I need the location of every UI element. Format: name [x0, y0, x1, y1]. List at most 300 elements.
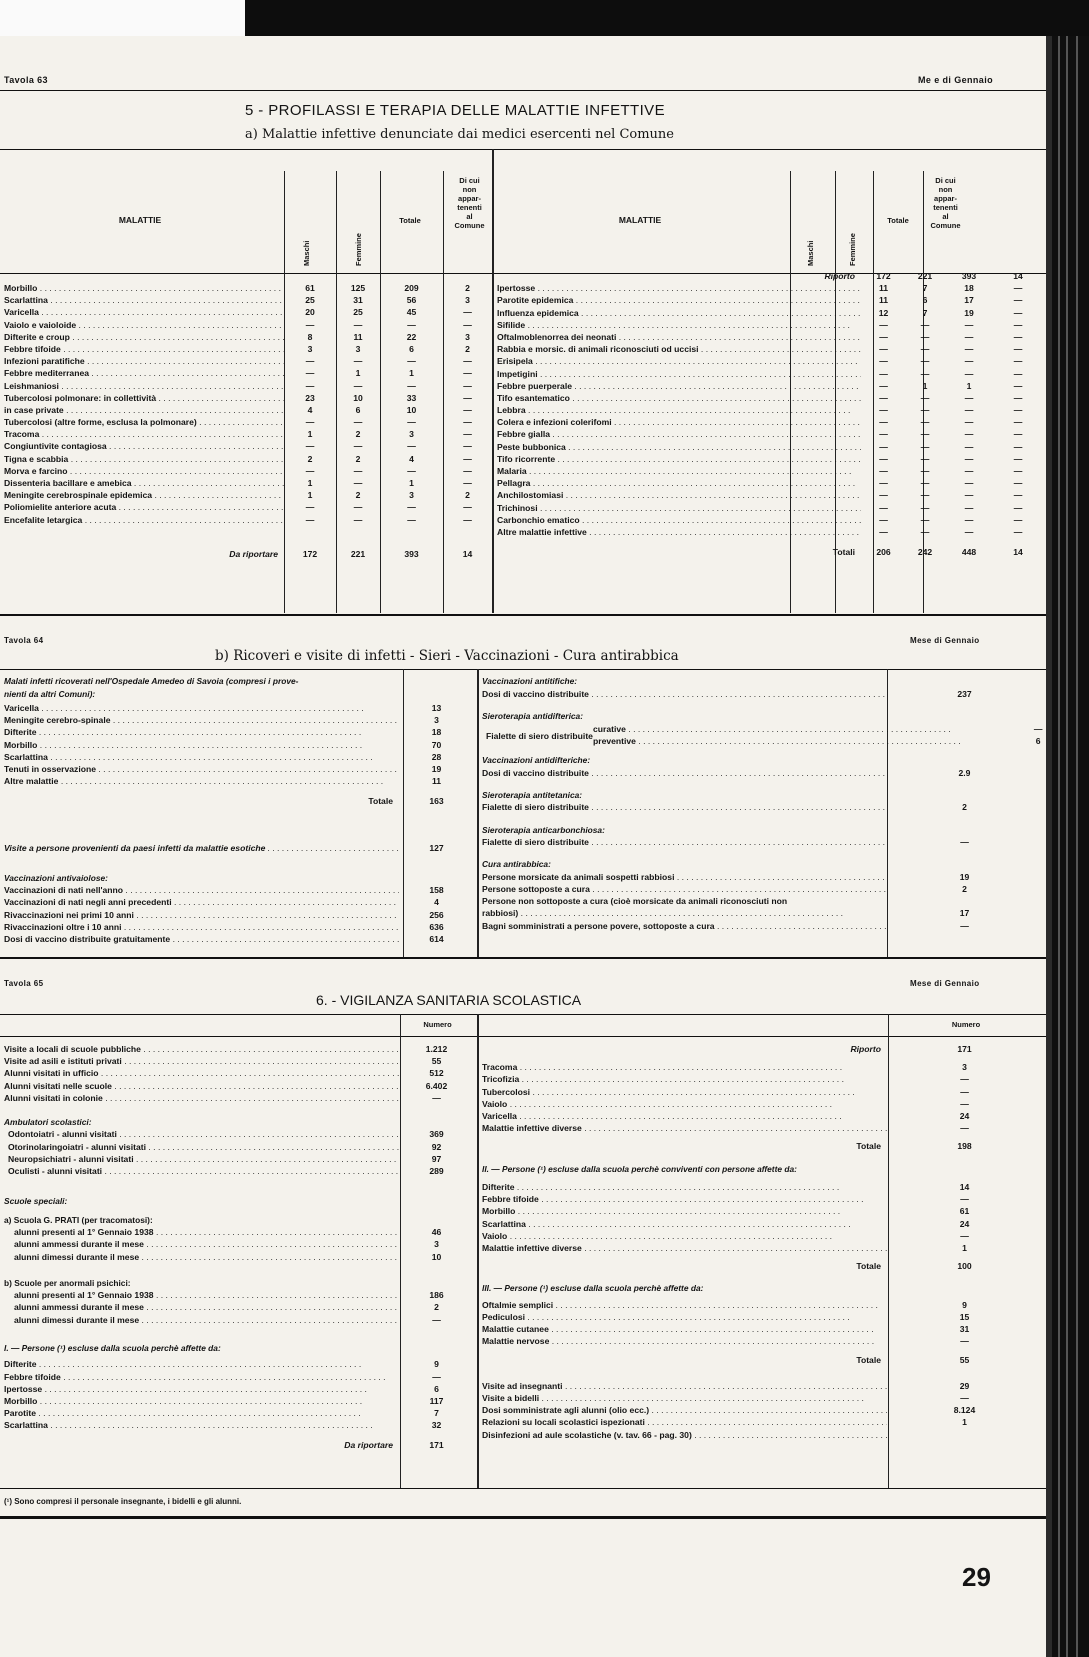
cell-f: — — [353, 356, 363, 367]
table-row — [482, 1231, 1042, 1243]
cell-m: — — [305, 368, 315, 379]
cell-value: 10 — [431, 1251, 442, 1262]
cell-f: 6 — [922, 295, 928, 306]
cell-n: — — [1013, 502, 1023, 513]
cell-value: 186 — [429, 1290, 444, 1301]
cell-f: — — [920, 319, 930, 330]
cell-m: — — [305, 465, 315, 476]
row-label: Anchilostomiasi . . . — [497, 490, 861, 500]
table-row — [482, 872, 1042, 884]
table-row — [4, 1396, 474, 1408]
cell-value: — — [432, 1092, 441, 1103]
fialette-group — [482, 723, 1042, 749]
row-label: Scarlattina . . . — [4, 295, 284, 305]
table-5a-right — [497, 271, 1042, 559]
table-row — [497, 344, 1042, 356]
table-row — [497, 527, 1042, 539]
row-label: Altre malattie infettive . . . — [497, 527, 861, 537]
cell-n: — — [1013, 466, 1023, 476]
row-label: Rabbia e morsic. di animali riconosciuti od uccisi . . . — [497, 344, 861, 354]
cell-value: — — [960, 1194, 969, 1205]
cell-n: — — [1013, 429, 1023, 440]
cell-f: — — [920, 356, 930, 367]
cell-t: — — [407, 319, 416, 330]
cell-f: — — [920, 514, 930, 525]
riporto-row — [482, 1044, 1042, 1056]
table-row — [4, 922, 474, 934]
table-row — [497, 283, 1042, 295]
cell-value: 3 — [434, 715, 439, 726]
cell-f: 1 — [922, 380, 928, 391]
cell-m: — — [879, 331, 888, 342]
row-label: Visite ad asili e istituti privati . . . — [4, 1056, 399, 1066]
cell-f: 242 — [917, 547, 933, 558]
table-row — [4, 1056, 474, 1068]
cell-f: — — [353, 465, 363, 476]
total-row — [482, 1355, 1042, 1367]
cell-t: 1 — [966, 380, 972, 391]
cell-n: — — [463, 502, 472, 513]
row-label: Visite a locali di scuole pubbliche . . . — [4, 1044, 399, 1054]
row-label: curative . . . — [593, 724, 961, 734]
cell-f: — — [920, 368, 930, 379]
cell-n: — — [1013, 344, 1023, 355]
cell-m: — — [879, 417, 888, 428]
row-label: Tenuti in osservazione . . . — [4, 764, 399, 774]
table-row — [4, 727, 474, 739]
table-row — [4, 441, 492, 453]
table-row — [4, 1044, 474, 1056]
col-header-femmine-right: Femmine — [848, 233, 857, 266]
table-row — [593, 736, 1089, 748]
tavola-63-month: Me e di Gennaio — [918, 75, 994, 85]
cell-value: 31 — [959, 1324, 970, 1335]
row-label: Alunni visitati in colonie . . . — [4, 1093, 399, 1103]
cell-m: 1 — [307, 490, 313, 501]
table-row — [482, 1062, 1042, 1074]
cell-value: 198 — [957, 1141, 972, 1152]
table-row — [482, 1099, 1042, 1111]
cell-value: — — [960, 1123, 969, 1134]
cell-t: — — [964, 392, 974, 403]
row-label: Totale — [856, 1141, 881, 1152]
group-heading: Vaccinazioni antidifteriche: — [482, 755, 591, 766]
row-label: Difterite . . . — [4, 1359, 399, 1369]
table-row — [482, 1381, 1042, 1393]
cell-t: — — [964, 344, 974, 355]
cell-n: — — [463, 441, 472, 452]
table-row — [497, 478, 1042, 490]
table-row — [4, 1252, 474, 1264]
cell-m: — — [879, 356, 888, 367]
table-row — [4, 1068, 474, 1080]
cell-value: 2 — [962, 883, 967, 894]
row-label: Malattie infettive diverse . . . — [482, 1123, 887, 1133]
cell-value: 117 — [429, 1395, 444, 1406]
cell-n: — — [463, 307, 472, 318]
cell-f: — — [920, 417, 930, 428]
table-row — [497, 429, 1042, 441]
cell-value: 18 — [431, 727, 442, 738]
cell-value: 32 — [431, 1420, 442, 1431]
cell-value: — — [960, 837, 969, 848]
cell-t: — — [407, 514, 416, 525]
cell-f: — — [353, 478, 363, 488]
row-label: Riporto — [850, 1044, 881, 1054]
row-label: Persone non sottoposte a cura (cioè morsicate da animali riconosciuti non — [482, 896, 788, 907]
table-row — [4, 934, 474, 946]
cell-value: 2 — [434, 1302, 439, 1313]
row-label: Influenza epidemica . . . — [497, 308, 861, 318]
total-row — [4, 1440, 474, 1452]
row-label: Scarlattina . . . — [4, 752, 399, 762]
row-label: Totale — [856, 1354, 881, 1365]
row-label: Tracoma . . . — [4, 429, 284, 439]
cell-m: 1 — [307, 478, 313, 488]
table-row — [497, 466, 1042, 478]
row-label: Parotite . . . — [4, 1408, 399, 1418]
cell-n: — — [1013, 307, 1023, 318]
table-row — [4, 295, 492, 307]
group-heading: b) Scuole per anormali psichici: — [4, 1277, 131, 1288]
cell-t: — — [407, 380, 416, 391]
row-label: Malattie nervose . . . — [482, 1336, 887, 1346]
cell-value: 171 — [429, 1440, 444, 1451]
rule — [0, 1516, 1046, 1519]
footnote: (¹) Sono compresi il personale insegnante, i bidelli e gli alunni. — [4, 1497, 242, 1506]
page-number: 29 — [962, 1562, 991, 1592]
row-label: Febbre tifoide . . . — [4, 344, 284, 354]
table-row — [482, 1111, 1042, 1123]
scan-border-top — [0, 0, 1089, 36]
cell-m: — — [305, 319, 315, 330]
cell-n: 2 — [465, 490, 470, 501]
table-row — [482, 802, 1042, 814]
row-label: Da riportare — [229, 548, 278, 559]
table-row — [497, 295, 1042, 307]
table-row — [497, 490, 1042, 502]
cell-value: — — [960, 1336, 969, 1347]
cell-m: — — [879, 368, 888, 379]
cell-value: 9 — [434, 1359, 439, 1370]
row-label: Sifilide . . . — [497, 320, 861, 330]
cell-t: — — [964, 405, 974, 416]
cell-n: — — [1013, 417, 1023, 428]
cell-n: 14 — [1013, 547, 1023, 558]
cell-f: — — [353, 441, 363, 452]
cell-t: — — [964, 526, 974, 537]
cell-f: 2 — [355, 453, 361, 464]
cell-m: 4 — [307, 404, 313, 415]
cell-t: 448 — [961, 547, 977, 558]
row-label: Otorinolaringoiatri - alunni visitati . . . — [4, 1142, 399, 1152]
rule — [0, 614, 1046, 616]
rule — [0, 90, 1046, 91]
cell-f: — — [920, 502, 930, 513]
table-row — [482, 1393, 1042, 1405]
table-row — [482, 1123, 1042, 1135]
cell-f: — — [353, 502, 363, 513]
row-label: Vaiolo . . . — [482, 1099, 887, 1109]
cell-value: 3 — [962, 1062, 967, 1073]
cell-f: — — [353, 417, 363, 428]
row-label: alunni presenti al 1° Gennaio 1938 . . . — [4, 1290, 399, 1300]
cell-t: 17 — [964, 295, 974, 306]
cell-n: — — [1013, 453, 1023, 464]
tavola-65-label: Tavola 65 — [4, 979, 44, 988]
cell-t: 209 — [404, 283, 419, 293]
table-row — [4, 1093, 474, 1105]
cell-n: — — [463, 319, 472, 330]
row-label: Neuropsichiatri - alunni visitati . . . — [4, 1154, 399, 1164]
cell-n: — — [463, 478, 472, 488]
cell-t: 1 — [409, 368, 414, 379]
cell-t: — — [964, 417, 974, 428]
col-header-numero-left: Numero — [423, 1020, 452, 1029]
table-6-left — [4, 1044, 474, 1453]
row-label: Malattie cutanee . . . — [482, 1324, 887, 1334]
cell-value: 171 — [957, 1044, 972, 1054]
row-label: Febbre gialla . . . — [497, 429, 861, 439]
cell-value: 70 — [431, 739, 442, 750]
table-row — [4, 1408, 474, 1420]
cell-value: 11 — [431, 776, 442, 787]
row-label: Varicella . . . — [4, 703, 399, 713]
cell-t: — — [407, 356, 416, 367]
cell-f: — — [353, 514, 363, 525]
cell-n: — — [1013, 478, 1023, 489]
riporto-row — [497, 271, 1042, 283]
table-row — [4, 381, 492, 393]
cell-t: 10 — [406, 404, 417, 415]
col-header-maschi-right: Maschi — [806, 240, 815, 266]
row-label: Peste bubbonica . . . — [497, 442, 861, 452]
cell-m: 172 — [302, 548, 318, 559]
row-label: Alunni visitati in ufficio . . . — [4, 1068, 399, 1078]
cell-n: — — [1013, 380, 1023, 391]
table-row — [482, 921, 1042, 933]
table-row — [4, 1081, 474, 1093]
row-label: alunni presenti al 1° Gennaio 1938 . . . — [4, 1227, 399, 1237]
row-label: Pediculosi . . . — [482, 1312, 887, 1322]
table-row — [4, 515, 492, 527]
cell-m: 3 — [307, 343, 313, 354]
cell-t: — — [964, 368, 974, 379]
cell-value: — — [960, 1086, 969, 1097]
table-row — [4, 417, 492, 429]
cell-m: — — [305, 356, 315, 367]
cell-n: — — [1013, 441, 1023, 452]
cell-value: 1.212 — [425, 1044, 448, 1054]
row-label: Totale — [856, 1261, 881, 1272]
cell-f: 221 — [350, 548, 366, 559]
cell-t: — — [964, 356, 974, 367]
row-label: Riporto — [824, 271, 855, 281]
table-row — [482, 1324, 1042, 1336]
cell-m: — — [305, 514, 315, 525]
row-label: Relazioni su locali scolastici ispezionati . . . — [482, 1417, 887, 1427]
cell-m: 8 — [307, 331, 313, 342]
cell-value: 8.124 — [953, 1405, 976, 1416]
cell-m: 11 — [878, 295, 889, 306]
cell-value: 158 — [429, 885, 444, 896]
cell-value: 289 — [429, 1166, 444, 1176]
group-heading: Malati infetti ricoverati nell'Ospedale Amedeo di Savoia (compresi i prove- — [4, 676, 299, 686]
section-5-title: 5 - PROFILASSI E TERAPIA DELLE MALATTIE INFETTIVE — [245, 102, 665, 119]
section-5a-subtitle: a) Malattie infettive denunciate dai medici esercenti nel Comune — [245, 127, 674, 142]
group-heading: a) Scuola G. PRATI (per tracomatosi): — [4, 1214, 153, 1225]
cell-m: — — [879, 526, 888, 537]
table-row — [4, 1420, 474, 1432]
cell-m: — — [879, 478, 888, 489]
table-row — [4, 1129, 474, 1141]
cell-value: 100 — [957, 1261, 972, 1272]
col-header-malattie-left: MALATTIE — [118, 215, 162, 225]
row-label: alunni dimessi durante il mese . . . — [4, 1252, 399, 1262]
cell-f: 7 — [922, 307, 928, 318]
table-row — [497, 332, 1042, 344]
row-label: Dissenteria bacillare e amebica . . . — [4, 478, 284, 488]
table-row — [482, 1300, 1042, 1312]
cell-t: 393 — [961, 271, 977, 281]
row-label: Varicella . . . — [4, 307, 284, 317]
table-row — [4, 885, 474, 897]
table-row — [4, 1290, 474, 1302]
table-row — [4, 740, 474, 752]
table-row — [4, 1315, 474, 1327]
group-heading: I. — Persone (¹) escluse dalla scuola perchè affette da: — [4, 1342, 221, 1353]
row-label: Morbillo . . . — [4, 1396, 399, 1406]
total-row — [482, 1141, 1042, 1153]
row-label: Dosi di vaccino distribuite . . . — [482, 768, 887, 778]
table-row — [4, 356, 492, 368]
table-row — [497, 442, 1042, 454]
tavola-65-month: Mese di Gennaio — [910, 979, 980, 988]
cell-value: 1 — [962, 1417, 967, 1428]
rule — [0, 669, 1046, 670]
cell-n: — — [463, 404, 472, 415]
scan-border-right — [1052, 36, 1089, 1657]
cell-f: — — [920, 331, 930, 342]
table-row — [482, 1312, 1042, 1324]
table-row — [4, 320, 492, 332]
table-row — [4, 1302, 474, 1314]
col-header-nonapp-left: Di cui non appar- tenenti al Comune — [454, 176, 485, 230]
row-label: alunni ammessi durante il mese . . . — [4, 1239, 399, 1249]
cell-t: — — [964, 502, 974, 513]
cell-f: 2 — [355, 490, 361, 501]
cell-n: — — [463, 368, 472, 379]
vrule — [477, 1014, 479, 1488]
cell-t: 56 — [406, 295, 417, 306]
row-label: Morbillo . . . — [4, 283, 284, 293]
group-heading: Sieroterapia anticarbonchiosa: — [482, 824, 605, 835]
table-row — [4, 478, 492, 490]
row-label: Leishmaniosi . . . — [4, 381, 284, 391]
cell-m: — — [879, 429, 888, 440]
table-row — [4, 1359, 474, 1371]
group-heading: II. — Persone (¹) escluse dalla scuola perchè conviventi con persone affette da: — [482, 1163, 797, 1174]
row-label: Oftalmoblenorrea dei neonati . . . — [497, 332, 861, 342]
cell-value: 19 — [431, 763, 442, 774]
cell-t: 45 — [406, 307, 417, 318]
row-label: Vaccinazioni di nati nell'anno . . . — [4, 885, 399, 895]
cell-n: — — [1013, 490, 1023, 501]
cell-m: 23 — [305, 392, 315, 403]
cell-t: 19 — [964, 307, 974, 318]
cell-f: 1 — [355, 368, 361, 379]
table-row — [482, 1206, 1042, 1218]
row-label: Morbillo . . . — [482, 1206, 887, 1216]
table-row — [4, 490, 492, 502]
table-row — [4, 715, 474, 727]
cell-f: 25 — [353, 307, 363, 318]
cell-m: — — [879, 490, 888, 501]
table-5a-left — [4, 283, 492, 561]
cell-n: — — [1013, 514, 1023, 525]
table-row — [497, 381, 1042, 393]
row-label: Alunni visitati nelle scuole . . . — [4, 1081, 399, 1091]
cell-m: — — [879, 392, 888, 403]
cell-n: — — [463, 380, 472, 391]
cell-n: 14 — [1013, 271, 1023, 281]
cell-t: — — [964, 429, 974, 440]
cell-t: 4 — [409, 453, 414, 464]
cell-value: — — [960, 1098, 969, 1109]
cell-value: 92 — [431, 1141, 442, 1152]
cell-f: — — [920, 392, 930, 403]
table-row — [497, 369, 1042, 381]
cell-value: 237 — [957, 688, 972, 699]
cell-t: 33 — [406, 392, 417, 403]
cell-f: 2 — [355, 429, 361, 440]
col-header-numero-right: Numero — [951, 1020, 981, 1029]
cell-value: — — [960, 1230, 969, 1241]
table-row — [4, 429, 492, 441]
col-header-malattie-right: MALATTIE — [618, 215, 662, 225]
row-label: Tubercolosi (altre forme, esclusa la polmonare) . . . — [4, 417, 284, 427]
cell-m: 12 — [878, 307, 889, 318]
group-heading: Vaccinazioni antivaiolose: — [4, 872, 108, 883]
table-row — [482, 768, 1042, 780]
table-row — [4, 843, 474, 855]
cell-value: — — [432, 1314, 441, 1325]
table-6-right — [482, 1044, 1042, 1442]
fialette-label: Fialette di siero distribuite — [486, 731, 593, 742]
cell-n: — — [463, 429, 472, 440]
table-row — [4, 393, 492, 405]
row-label: Vaiolo . . . — [482, 1231, 887, 1241]
row-label: Oftalmie semplici . . . — [482, 1300, 887, 1310]
cell-value: — — [1033, 724, 1043, 734]
row-label: Odontoiatri - alunni visitati . . . — [4, 1129, 399, 1139]
row-label: Altre malattie . . . — [4, 776, 399, 786]
table-row — [4, 307, 492, 319]
col-header-nonapp-right: Di cui non appar- tenenti al Comune — [930, 176, 961, 230]
row-label: Visite a persone provenienti da paesi infetti da malattie esotiche . . . — [4, 843, 399, 853]
row-label: Colera e infezioni colerifomi . . . — [497, 417, 861, 427]
cell-t: 6 — [409, 343, 414, 354]
row-label: Pellagra . . . — [497, 478, 861, 488]
cell-m: 25 — [305, 295, 315, 306]
cell-f: 31 — [353, 295, 363, 306]
cell-t: — — [964, 514, 974, 525]
row-label: Tifo ricorrente . . . — [497, 454, 861, 464]
table-row — [4, 1166, 474, 1178]
row-label: Tubercolosi . . . — [482, 1087, 887, 1097]
group-heading: Scuole speciali: — [4, 1196, 68, 1207]
cell-f: — — [920, 490, 930, 501]
